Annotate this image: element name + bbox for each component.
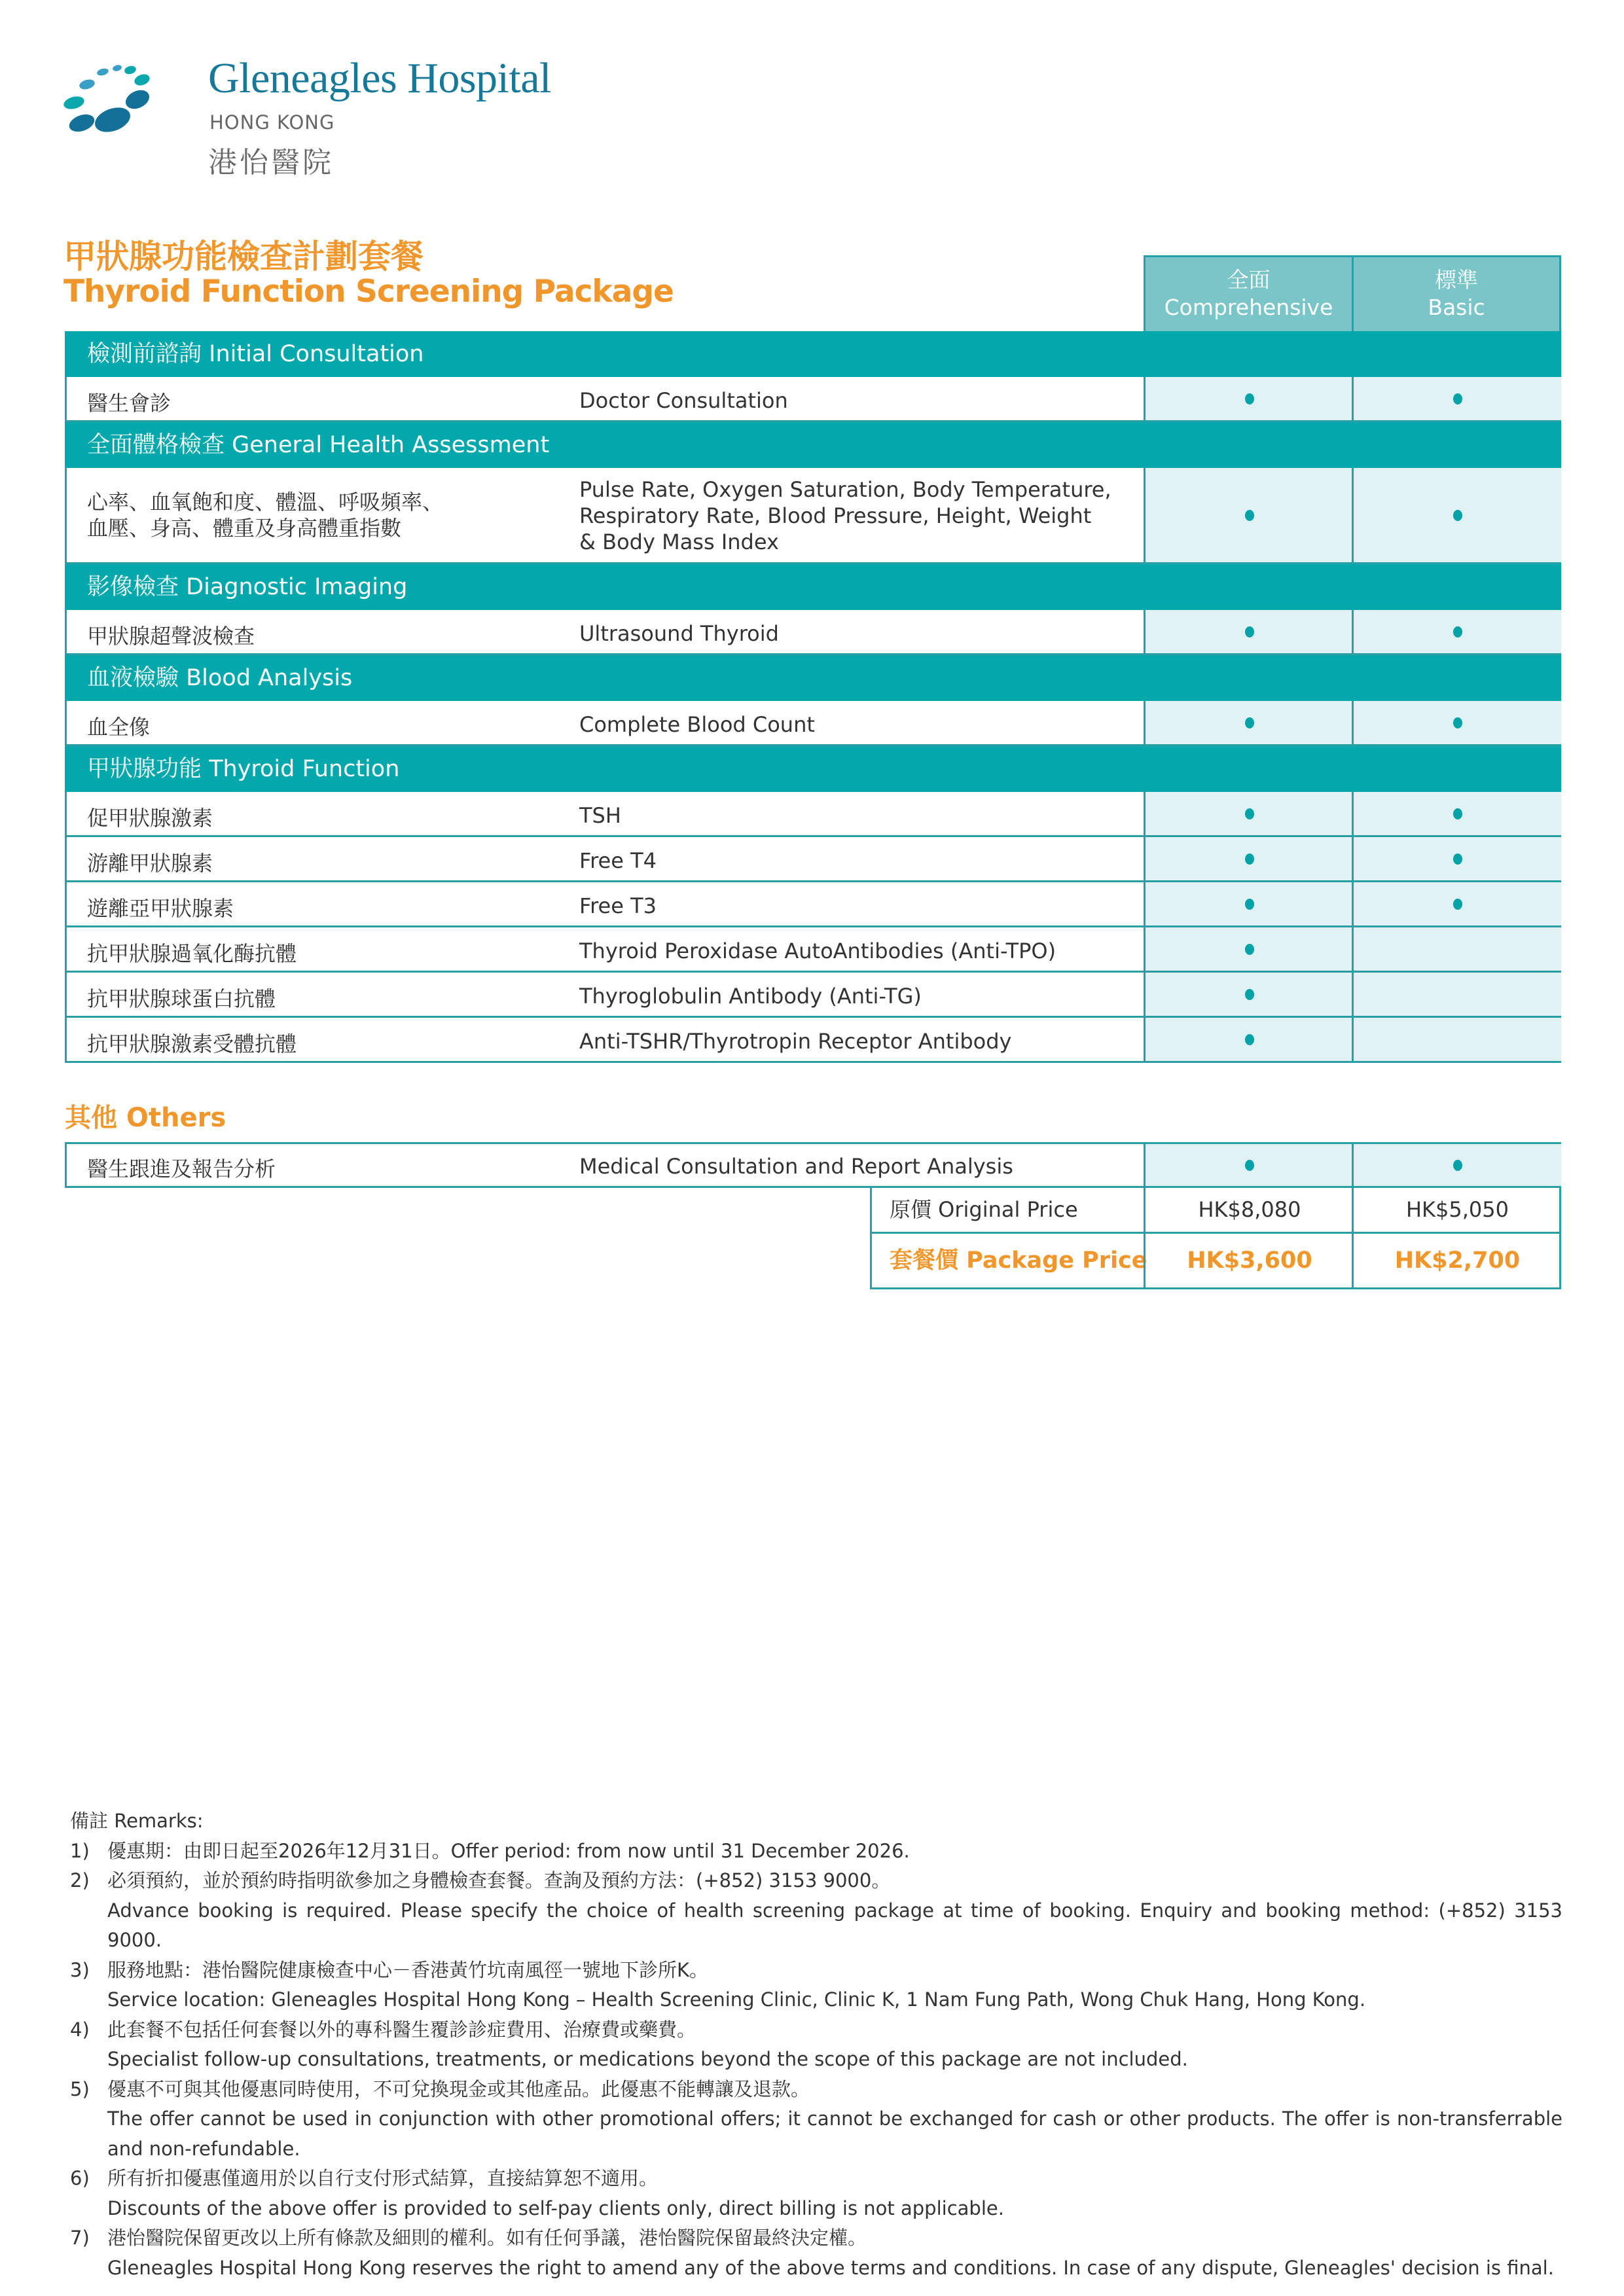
item-name-zh: 遊離亞甲狀腺素 [87,896,234,921]
item-name-zh: 抗甲狀腺激素受體抗體 [87,1031,297,1056]
included-dot-icon [1453,626,1462,637]
logo-dot [96,67,109,77]
logo-dot [124,65,137,75]
included-dot-icon [1245,808,1254,819]
remark-number: 2) [70,1869,90,1892]
remark-item [70,1837,1562,1867]
remark-number: 1) [70,1839,90,1862]
table-row [65,1018,1561,1063]
table-row [65,882,1561,927]
logo-dot [112,64,122,72]
remark-number: 4) [70,2018,90,2041]
remark-item [70,2075,1562,2164]
package-title-en: Thyroid Function Screening Package [63,274,674,310]
table-row [65,701,1561,746]
included-dot-icon [1245,853,1254,865]
item-name-en: TSH [579,803,621,828]
item-name-en [579,476,1111,555]
original-price-label: 原價 Original Price [890,1197,1078,1222]
item-name-zh: 促甲狀腺激素 [87,806,213,831]
basic-cell [1352,973,1561,1016]
item-name-zh-line: 心率、血氧飽和度、體溫、呼吸頻率、 [87,490,444,514]
item-name-en: Anti-TSHR/Thyrotropin Receptor Antibody [579,1029,1012,1054]
item-name-en: Free T4 [579,848,657,873]
item-name-zh [87,489,443,541]
item-name-en: Medical Consultation and Report Analysis [579,1154,1013,1179]
table-row [65,973,1561,1018]
column-header-en: Comprehensive [1164,295,1333,320]
included-dot-icon [1245,717,1254,728]
remark-text-zh: 服務地點：港怡醫院健康檢查中心－香港黃竹坑南風徑一號地下診所K。 [107,1958,709,1981]
basic-cell [1352,1018,1561,1061]
included-dot-icon [1453,717,1462,728]
item-name-zh: 血全像 [87,715,151,740]
remark-item [70,2015,1562,2075]
original-price-row [870,1188,1561,1234]
remark-item [70,2164,1562,2223]
remarks-title: 備註 Remarks: [70,1810,204,1832]
included-dot-icon [1453,853,1462,865]
item-name-en: Ultrasound Thyroid [579,621,779,646]
included-dot-icon [1453,393,1462,404]
logo-dot [133,72,151,87]
comprehensive-cell [1144,927,1354,971]
package-price-row [870,1234,1561,1289]
table-row [65,837,1561,882]
item-name-en: Doctor Consultation [579,388,788,413]
table-row [65,792,1561,837]
table-row [65,610,1561,655]
brand-name: Gleneagles Hospital [208,54,551,102]
package-price-basic: HK$2,700 [1352,1234,1561,1287]
item-name-zh: 醫生會診 [87,391,171,416]
item-name-zh: 游離甲狀腺素 [87,851,213,876]
remark-text-zh: 所有折扣優惠僅適用於以自行支付形式結算，直接結算恕不適用。 [107,2167,659,2189]
table-row [65,377,1561,422]
item-name-en-line: Respiratory Rate, Blood Pressure, Height, Weight [579,503,1092,528]
remark-text-zh: 必須預約，並於預約時指明欲參加之身體檢查套餐。查詢及預約方法：(+852) 3153 9000。 [107,1869,891,1892]
item-name-zh: 甲狀腺超聲波檢查 [87,624,255,649]
logo-dot [122,86,152,113]
included-dot-icon [1245,510,1254,521]
included-dot-icon [1245,626,1254,637]
basic-cell [1352,837,1561,880]
item-name-zh: 醫生跟進及報告分析 [87,1157,276,1181]
comprehensive-cell [1144,973,1354,1016]
remark-number: 7) [70,2227,90,2249]
basic-cell [1352,610,1561,653]
comprehensive-cell [1144,468,1354,562]
logo-dot [62,94,86,111]
logo-dot [79,78,96,91]
remark-item [70,1956,1562,2015]
basic-cell [1352,792,1561,835]
package-price-label: 套餐價 Package Price [890,1247,1147,1274]
table-row [65,1142,1561,1188]
remark-text-en: Discounts of the above offer is provided to self-pay clients only, direct billing is not applicable. [107,2197,1004,2219]
logo-dot [67,111,97,132]
item-name-en: Complete Blood Count [579,712,815,737]
included-dot-icon [1453,510,1462,521]
remark-text-en: Service location: Gleneagles Hospital Hong Kong – Health Screening Clinic, Clinic K, 1 Nam Fung Path, Wong Chuk Hang, Hong Kong. [107,1988,1366,2011]
comprehensive-cell [1144,837,1354,880]
basic-cell [1352,701,1561,744]
comprehensive-cell [1144,377,1354,420]
included-dot-icon [1245,899,1254,910]
comprehensive-cell [1144,882,1354,925]
column-header-comprehensive [1144,255,1354,331]
included-dot-icon [1453,899,1462,910]
remark-item [70,2223,1562,2283]
comprehensive-cell [1144,1144,1354,1186]
others-heading: 其他 Others [65,1103,226,1133]
item-name-zh-line: 血壓、身高、體重及身高體重指數 [87,516,402,541]
included-dot-icon [1245,1160,1254,1171]
brand-region: HONG KONG [209,111,335,134]
item-name-zh: 抗甲狀腺過氧化酶抗體 [87,941,297,966]
item-name-en-line: & Body Mass Index [579,529,779,554]
basic-cell [1352,377,1561,420]
column-header-zh: 全面 [1227,267,1271,293]
package-price-comprehensive: HK$3,600 [1144,1234,1354,1287]
item-name-en: Thyroglobulin Antibody (Anti-TG) [579,984,922,1009]
remark-number: 3) [70,1958,90,1981]
basic-cell [1352,927,1561,971]
section-header: 檢測前諮詢 Initial Consultation [65,331,1561,377]
package-title-zh: 甲狀腺功能檢查計劃套餐 [63,238,424,276]
basic-cell [1352,1144,1561,1186]
remark-text-zh: 此套餐不包括任何套餐以外的專科醫生覆診診症費用、治療費或藥費。 [107,2018,696,2041]
table-row [65,927,1561,973]
table-row [65,468,1561,564]
comprehensive-cell [1144,701,1354,744]
remark-text-en: Advance booking is required. Please specify the choice of health screening package at time of booking. Enquiry and booking method: (+852) 3153 9000. [107,1899,1562,1951]
remarks [70,1806,1562,2283]
basic-cell [1352,468,1561,562]
section-header: 全面體格檢查 General Health Assessment [65,422,1561,468]
item-name-zh: 抗甲狀腺球蛋白抗體 [87,986,276,1011]
remark-text-zh: 優惠期：由即日起至2026年12月31日。Offer period: from now until 31 December 2026. [107,1839,910,1862]
section-header: 影像檢查 Diagnostic Imaging [65,564,1561,610]
comprehensive-cell [1144,792,1354,835]
gleneagles-logo-icon [62,60,187,132]
included-dot-icon [1453,808,1462,819]
comprehensive-cell [1144,610,1354,653]
comprehensive-cell [1144,1018,1354,1061]
section-header: 血液檢驗 Blood Analysis [65,655,1561,701]
original-price-basic: HK$5,050 [1352,1188,1561,1232]
remark-item [70,1866,1562,1956]
included-dot-icon [1245,393,1254,404]
brand-name-zh: 港怡醫院 [208,146,334,179]
basic-cell [1352,882,1561,925]
column-header-zh: 標準 [1435,267,1478,293]
remark-text-zh: 優惠不可與其他優惠同時使用，不可兌換現金或其他產品。此優惠不能轉讓及退款。 [107,2077,810,2100]
included-dot-icon [1453,1160,1462,1171]
column-header-basic [1352,255,1561,331]
included-dot-icon [1245,944,1254,955]
original-price-comprehensive: HK$8,080 [1144,1188,1354,1232]
section-header: 甲狀腺功能 Thyroid Function [65,746,1561,792]
logo-dot [92,103,134,132]
remark-number: 6) [70,2167,90,2189]
included-dot-icon [1245,989,1254,1000]
remark-text-zh: 港怡醫院保留更改以上所有條款及細則的權利。如有任何爭議，港怡醫院保留最終決定權。 [107,2227,867,2249]
included-dot-icon [1245,1034,1254,1045]
item-name-en: Thyroid Peroxidase AutoAntibodies (Anti-TPO) [579,939,1056,963]
column-header-en: Basic [1428,295,1485,320]
item-name-en-line: Pulse Rate, Oxygen Saturation, Body Temperature, [579,477,1111,502]
remark-text-en: Gleneagles Hospital Hong Kong reserves the right to amend any of the above terms and conditions. In case of any dispute, Gleneagles' decision is final. [107,2256,1554,2279]
item-name-en: Free T3 [579,893,657,918]
remark-text-en: Specialist follow-up consultations, treatments, or medications beyond the scope of this package are not included. [107,2048,1188,2070]
remark-text-en: The offer cannot be used in conjunction with other promotional offers; it cannot be exchanged for cash or other products. The offer is non-transferrable and non-refundable. [107,2108,1562,2160]
remark-number: 5) [70,2077,90,2100]
